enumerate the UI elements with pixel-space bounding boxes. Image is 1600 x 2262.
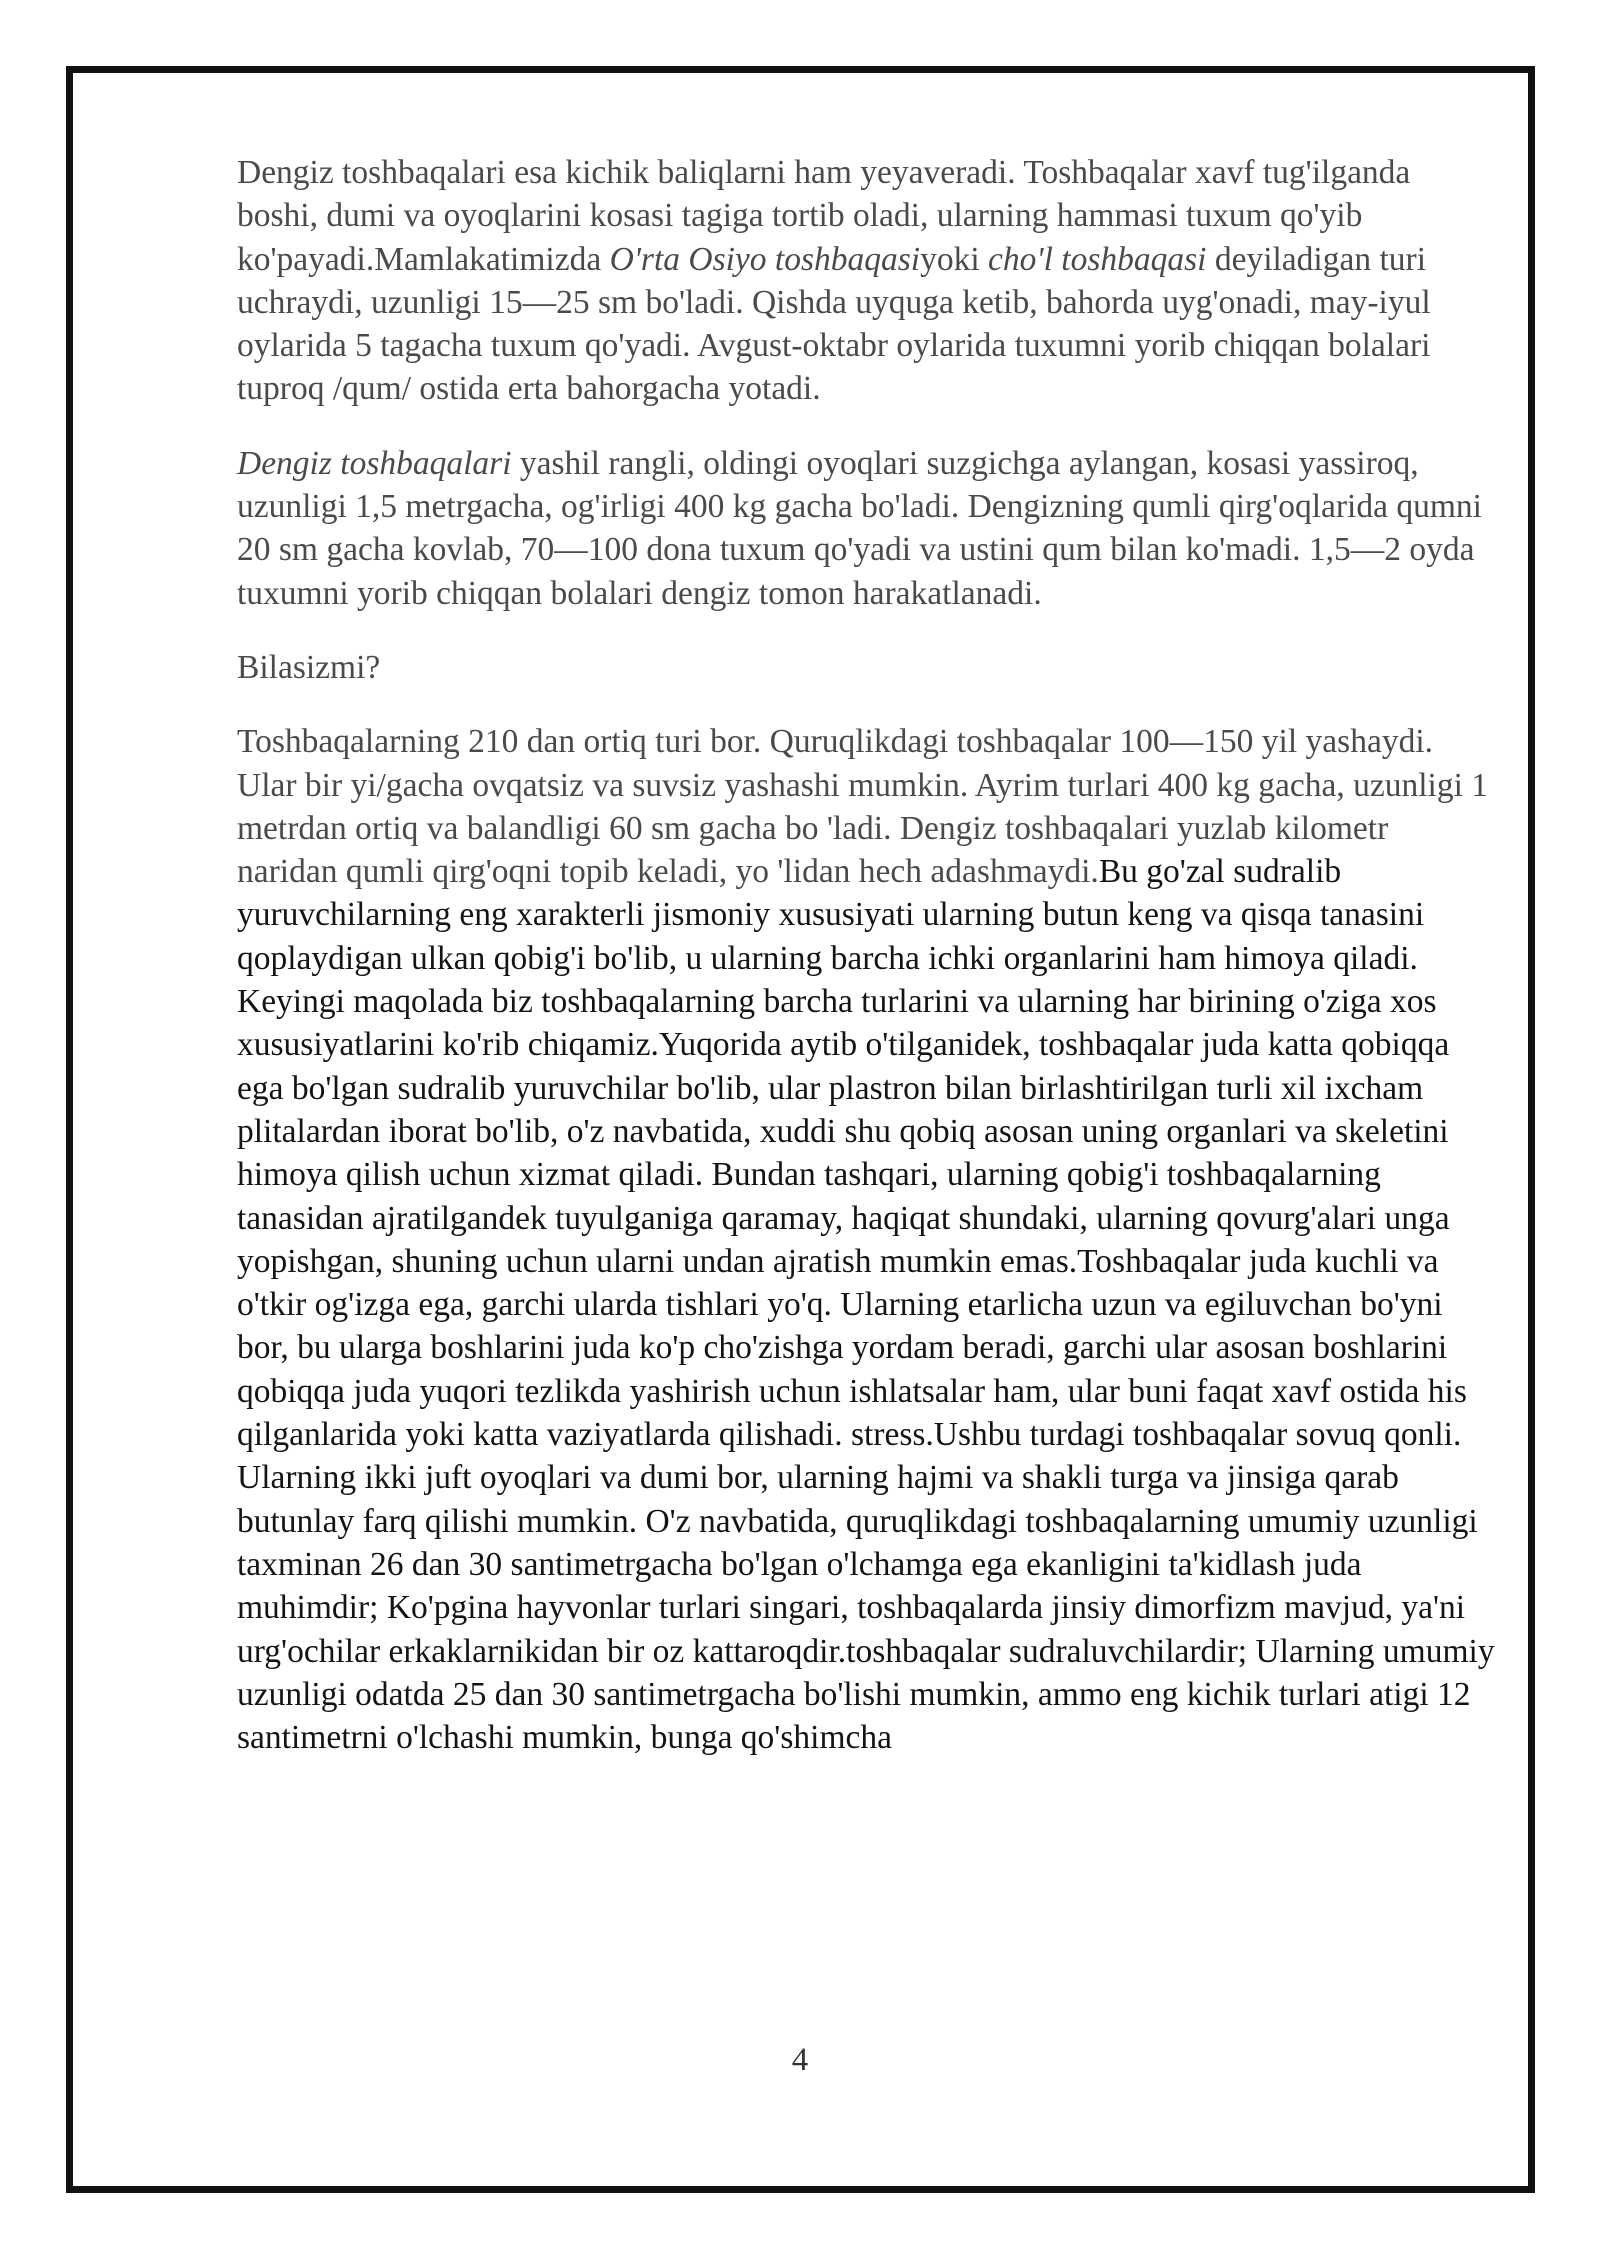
section-heading: Bilasizmi? bbox=[237, 648, 381, 686]
paragraph-intro-lead: Dengiz toshbaqalari esa kichik baliqlarni ham yeyaveradi. Toshbaqalar xavf tug'ilganda boshi, dumi va oyoqlarini kosasi tagiga tortib oladi, ularning hammasi tuxum qo'yib ko'payadi.Mamlakatimizda bbox=[237, 154, 1411, 278]
species-name-sea-turtles: Dengiz toshbaqalari bbox=[237, 444, 512, 482]
paragraph-intro-tail: deyiladigan turi uchraydi, uzunligi 15—25 sm bo'ladi. Qishda uyquga ketib, bahorda uyg'onadi, may-iyul oylarida 5 tagacha tuxum qo'yadi. Avgust-oktabr oylarida tuxumni yorib chiqqan bolalari tuproq /qum/ ostida erta bahorgacha yotadi. bbox=[237, 240, 1431, 408]
paragraph-sea-turtles-text: yashil rangli, oldingi oyoqlari suzgichga aylangan, kosasi yassiroq, uzunligi 1,5 metrgacha, og'irligi 400 kg gacha bo'ladi. Dengizning qumli qirg'oqlarida qumni 20 sm gacha kovlab, 70—100 dona tuxum qo'yadi va ustini qum bilan ko'madi. 1,5—2 oyda tuxumni yorib chiqqan bolalari dengiz tomon harakatlanadi. bbox=[237, 444, 1482, 612]
species-name-central-asian: O'rta Osiyo toshbaqasi bbox=[609, 240, 921, 278]
page-content bbox=[237, 151, 1497, 1790]
paragraph-facts-gray: Toshbaqalarning 210 dan ortiq turi bor. Quruqlikdagi toshbaqalar 100—150 yil yashaydi. Ular bir yi/gacha ovqatsiz va suvsiz yashashi mumkin. Ayrim turlari 400 kg gacha, uzunligi 1 metrdan ortiq va balandligi 60 sm gacha bo 'ladi. Dengiz toshbaqalari yuzlab kilometr naridan qumli qirg'oqni topib keladi, yo 'lidan hech adashmaydi. bbox=[237, 723, 1489, 891]
paragraph-intro bbox=[237, 151, 1497, 411]
paragraph-facts bbox=[237, 720, 1497, 1759]
species-name-desert: cho'l toshbaqasi bbox=[988, 240, 1207, 278]
page-number: 4 bbox=[791, 2042, 809, 2078]
paragraph-sea-turtles bbox=[237, 442, 1497, 615]
paragraph-facts-dark: Bu go'zal sudralib yuruvchilarning eng xarakterli jismoniy xususiyati ularning butun keng va qisqa tanasini qoplaydigan ulkan qobig'i bo'lib, u ularning barcha ichki organlarini ham himoya qiladi. Keyingi maqolada biz toshbaqalarning barcha turlarini va ularning har birining o'ziga xos xususiyatlarini ko'rib chiqamiz.Yuqorida aytib o'tilganidek, toshbaqalar juda katta qobiqqa ega bo'lgan sudralib yuruvchilar bo'lib, ular plastron bilan birlashtirilgan turli xil ixcham plitalardan iborat bo'lib, o'z navbatida, xuddi shu qobiq asosan uning organlari va skeletini himoya qilish uchun xizmat qiladi. Bundan tashqari, ularning qobig'i toshbaqalarning tanasidan ajratilgandek tuyulganiga qaramay, haqiqat shundaki, ularning qovurg'alari unga yopishgan, shuning uchun ularni undan ajratish mumkin emas.Toshbaqalar juda kuchli va o'tkir og'izga ega, garchi ularda tishlari yo'q. Ularning etarlicha uzun va egiluvchan bo'yni bor, bu ularga boshlarini juda ko'p cho'zishga yordam beradi, garchi ular asosan boshlarini qobiqqa juda yuqori tezlikda yashirish uchun ishlatsalar ham, ular buni faqat xavf ostida his qilganlarida yoki katta vaziyatlarda qilishadi. stress.Ushbu turdagi toshbaqalar sovuq qonli. Ularning ikki juft oyoqlari va dumi bor, ularning hajmi va shakli turga va jinsiga qarab butunlay farq qilishi mumkin. O'z navbatida, quruqlikdagi toshbaqalarning umumiy uzunligi taxminan 26 dan 30 santimetrgacha bo'lgan o'lchamga ega ekanligini ta'kidlash juda muhimdir; Ko'pgina hayvonlar turlari singari, toshbaqalarda jinsiy dimorfizm mavjud, ya'ni urg'ochilar erkaklarnikidan bir oz kattaroqdir.toshbaqalar sudraluvchilardir; Ularning umumiy uzunligi odatda 25 dan 30 santimetrgacha bo'lishi mumkin, ammo eng kichik turlari atigi 12 santimetrni o'lchashi mumkin, bunga qo'shimcha bbox=[237, 853, 1495, 1757]
paragraph-intro-mid: yoki bbox=[920, 240, 989, 278]
